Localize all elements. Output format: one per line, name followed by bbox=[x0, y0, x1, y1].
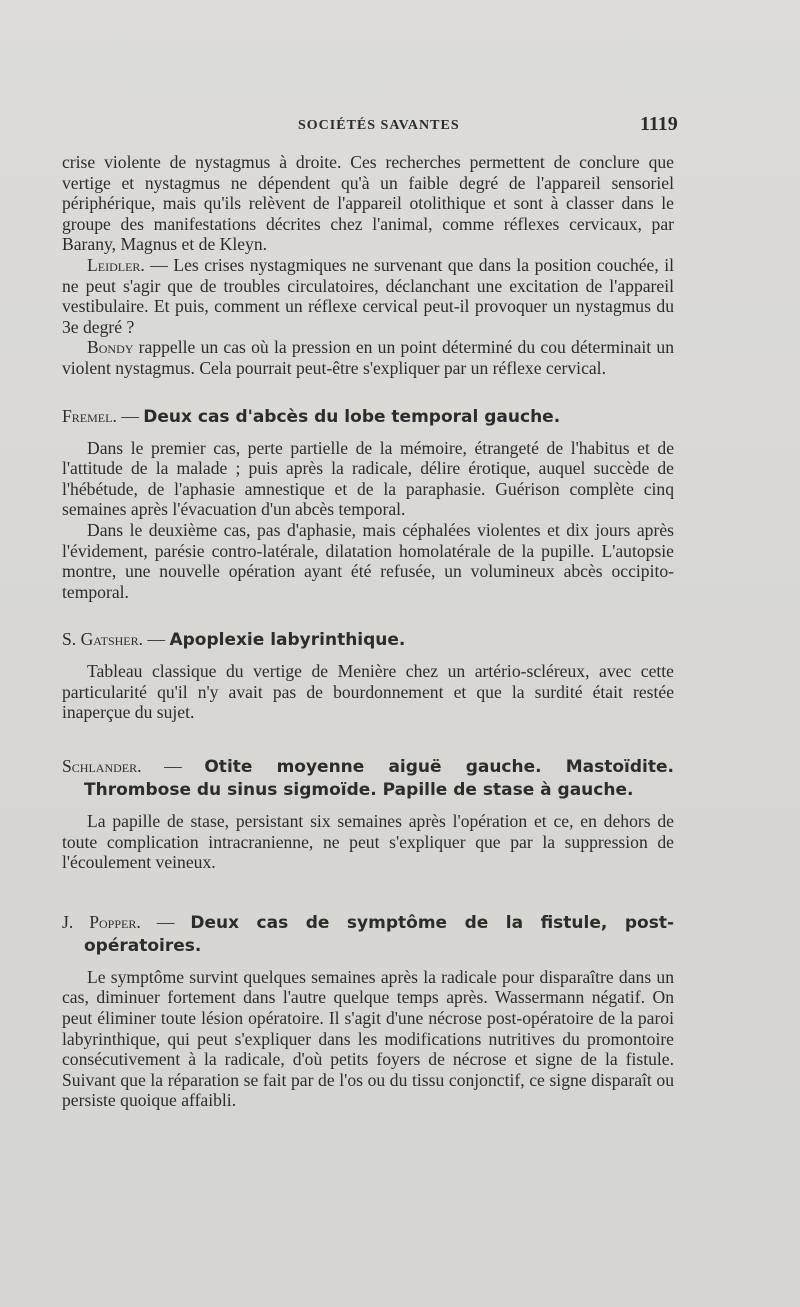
article-dash: — bbox=[116, 405, 144, 426]
speaker-bondy: Bondy bbox=[87, 337, 134, 358]
intro-paragraph-2-text: — Les crises nystagmiques ne survenant que dans la position couchée, il ne peut s'agir que de troubles circulatoires, déclanchant une excitation de l'appareil vestibulaire. Et puis, comment un réflexe cervical peut-il provoquer un nystagmus du 3e degré ? bbox=[62, 254, 674, 337]
article-title: Deux cas de symptôme de la fistule, post-opératoires. bbox=[84, 912, 675, 956]
intro-paragraph-2 bbox=[62, 255, 674, 337]
intro-paragraph-1: crise violente de nystagmus à droite. Ces recherches permettent de conclure que vertige et nystagmus ne dépendent qu'à un faible degré de l'appareil sensoriel périphérique, mais qu'ils relèvent de l'appareil otolithique et sont à classer dans le groupe des manifestations décrites chez l'animal, comme réflexes cervicaux, par Barany, Magnus et de Kleyn. bbox=[62, 152, 674, 255]
article-title: Deux cas d'abcès du lobe temporal gauche. bbox=[143, 406, 561, 427]
article-author: Popper. bbox=[89, 911, 141, 932]
article-paragraph: Dans le deuxième cas, pas d'aphasie, mais céphalées violentes et dix jours après l'évidement, parésie contro-latérale, dilatation homolatérale de la pupille. L'autopsie montre, une nouvelle opération ayant été refusée, un volumineux abcès occipito-temporal. bbox=[62, 519, 674, 602]
article-heading-popper bbox=[62, 911, 674, 957]
article-title: Otite moyenne aiguë gauche. Mastoïdite. Thrombose du sinus sigmoïde. Papille de stase à gauche. bbox=[84, 757, 674, 801]
article-heading-schlander bbox=[62, 755, 674, 801]
article-paragraph: Le symptôme survint quelques semaines après la radicale pour disparaître dans un cas, diminuer fortement dans l'autre quelque temps après. Wassermann négatif. On peut éliminer toute lésion opératoire. Il s'agit d'une nécrose post-opératoire de la paroi labyrinthique, qui peut s'expliquer dans les modifications nutritives du promontoire consécutivement à la radicale, d'où petits foyers de nécrose et signe de la fistule. Suivant que la réparation se fait par de l'os ou du tissu conjonctif, ce signe disparaît ou persiste quoique affaibli. bbox=[62, 966, 674, 1111]
article-heading-fremel bbox=[62, 405, 674, 428]
page-body bbox=[62, 152, 674, 1111]
article-paragraph: La papille de stase, persistant six semaines après l'opération et ce, en dehors de toute complication intracranienne, ne peut s'expliquer que par la suppression de l'écoulement veineux. bbox=[62, 811, 674, 873]
article-author: Schlander. bbox=[62, 756, 142, 777]
article-dash: — bbox=[140, 911, 191, 932]
article-title: Apoplexie labyrinthique. bbox=[169, 630, 406, 651]
article-author: Fremel. bbox=[62, 405, 117, 426]
article-dash: — bbox=[143, 629, 170, 650]
running-title: SOCIÉTÉS SAVANTES bbox=[298, 118, 460, 133]
page-number: 1119 bbox=[640, 113, 678, 135]
article-author-initial: S. bbox=[62, 629, 81, 650]
article-dash: — bbox=[141, 756, 205, 777]
speaker-leidler: Leidler. bbox=[87, 254, 145, 275]
article-paragraph: Dans le premier cas, perte partielle de la mémoire, étrangeté de l'habitus et de l'attitude de la malade ; puis après la radicale, délire érotique, auquel succède de l'hébétude, de l'aphasie amnestique et de la paraphasie. Guérison complète cinq semaines après l'évacuation d'un abcès temporal. bbox=[62, 437, 674, 520]
article-paragraph: Tableau classique du vertige de Menière chez un artério-scléreux, avec cette particularité qu'il n'y avait pas de bourdonnement et que la surdité était restée inaperçue du sujet. bbox=[62, 661, 674, 723]
intro-paragraph-3 bbox=[62, 337, 674, 378]
article-author: Gatsher. bbox=[80, 629, 144, 650]
intro-paragraph-3-text: rappelle un cas où la pression en un point déterminé du cou déterminait un violent nystagmus. Cela pourrait peut-être s'expliquer par un réflexe cervical. bbox=[62, 337, 674, 378]
article-author-initial: J. bbox=[62, 911, 90, 932]
article-heading-gatsher bbox=[62, 628, 674, 651]
